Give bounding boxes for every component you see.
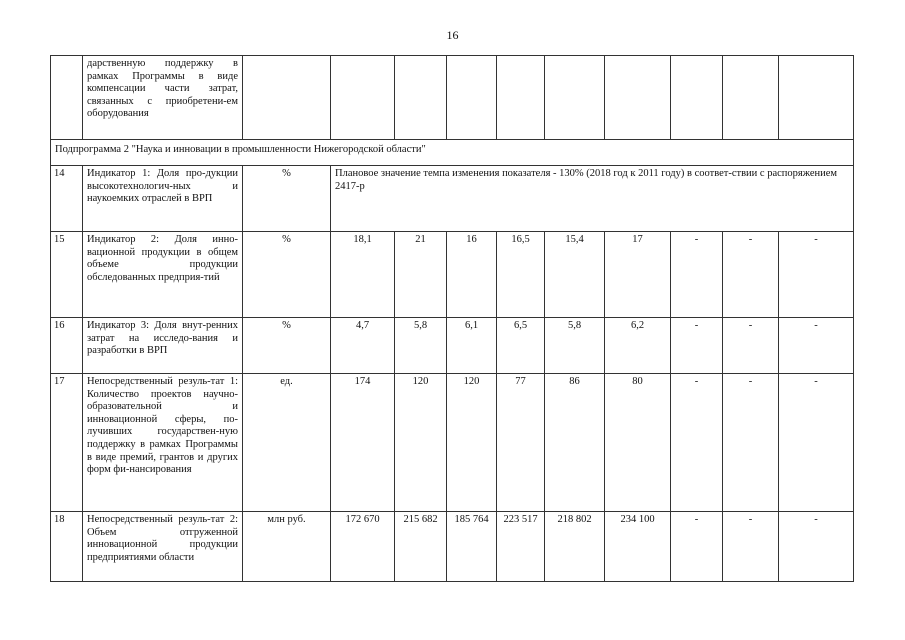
row-number: 18: [51, 512, 83, 582]
cell-unit: [243, 56, 331, 140]
cell-value: 120: [447, 374, 497, 512]
table-row: [51, 512, 854, 582]
cell-value: 223 517: [497, 512, 545, 582]
row-number: 17: [51, 374, 83, 512]
table-row: [51, 318, 854, 374]
cell-value: 6,1: [447, 318, 497, 374]
page-number: 16: [446, 28, 459, 42]
cell-unit: %: [243, 232, 331, 318]
row-number: 16: [51, 318, 83, 374]
cell-value: 5,8: [395, 318, 447, 374]
cell-value: [671, 56, 723, 140]
cell-value: 218 802: [545, 512, 605, 582]
cell-value: 120: [395, 374, 447, 512]
cell-value: 16: [447, 232, 497, 318]
cell-value: [497, 56, 545, 140]
cell-unit: %: [243, 318, 331, 374]
table-row: [51, 374, 854, 512]
cell-value: -: [723, 318, 779, 374]
row-number: 14: [51, 166, 83, 232]
row-number: [51, 56, 83, 140]
cell-value: -: [779, 232, 854, 318]
cell-value: -: [779, 512, 854, 582]
row-description: Непосредственный резуль-тат 2: Объем отгруженной инновационной продукции предприятиями области: [83, 512, 243, 582]
cell-value: 185 764: [447, 512, 497, 582]
cell-value: 17: [605, 232, 671, 318]
cell-value: 21: [395, 232, 447, 318]
table-row: [51, 232, 854, 318]
cell-value: -: [723, 232, 779, 318]
row-description: Индикатор 2: Доля инно-вационной продукции в общем объеме продукции обследованных предприя-тий: [83, 232, 243, 318]
row-description: Индикатор 1: Доля про-дукции высокотехнологич-ных и наукоемких отраслей в ВРП: [83, 166, 243, 232]
cell-value: [447, 56, 497, 140]
cell-value: -: [671, 232, 723, 318]
cell-value: 86: [545, 374, 605, 512]
table-row: [51, 56, 854, 140]
cell-value: -: [671, 318, 723, 374]
cell-unit: млн руб.: [243, 512, 331, 582]
cell-value: [395, 56, 447, 140]
cell-unit: %: [243, 166, 331, 232]
cell-value: 6,5: [497, 318, 545, 374]
cell-value: [331, 56, 395, 140]
row-description: Непосредственный резуль-тат 1: Количество проектов научно-образовательной и инновационной сферы, по-лучивших государствен-ную поддержку в рамках Программы в виде премий, грантов и других форм фи-нансирования: [83, 374, 243, 512]
subprogram-title: Подпрограмма 2 "Наука и инновации в промышленности Нижегородской области": [51, 140, 854, 166]
row-number: 15: [51, 232, 83, 318]
cell-value: -: [779, 374, 854, 512]
cell-value: -: [723, 374, 779, 512]
cell-value: -: [671, 512, 723, 582]
cell-value: 80: [605, 374, 671, 512]
cell-value: 16,5: [497, 232, 545, 318]
table-row: [51, 166, 854, 232]
cell-value: [545, 56, 605, 140]
cell-value: 15,4: [545, 232, 605, 318]
cell-value: 174: [331, 374, 395, 512]
cell-value: 77: [497, 374, 545, 512]
cell-unit: ед.: [243, 374, 331, 512]
row-description: Индикатор 3: Доля внут-ренних затрат на исследо-вания и разработки в ВРП: [83, 318, 243, 374]
cell-value: 5,8: [545, 318, 605, 374]
cell-value: -: [779, 318, 854, 374]
cell-value: [605, 56, 671, 140]
cell-value: 6,2: [605, 318, 671, 374]
indicators-table: [50, 55, 854, 582]
cell-value: [779, 56, 854, 140]
section-row: [51, 140, 854, 166]
planned-value-note: Плановое значение темпа изменения показателя - 130% (2018 год к 2011 году) в соответ-ствии с распоряжением 2417-р: [331, 166, 854, 232]
cell-value: -: [723, 512, 779, 582]
cell-value: 215 682: [395, 512, 447, 582]
cell-value: 172 670: [331, 512, 395, 582]
row-description: дарственную поддержку в рамках Программы в виде компенсации части затрат, связанных с приобретени-ем оборудования: [83, 56, 243, 140]
cell-value: 234 100: [605, 512, 671, 582]
cell-value: 18,1: [331, 232, 395, 318]
cell-value: [723, 56, 779, 140]
cell-value: -: [671, 374, 723, 512]
cell-value: 4,7: [331, 318, 395, 374]
